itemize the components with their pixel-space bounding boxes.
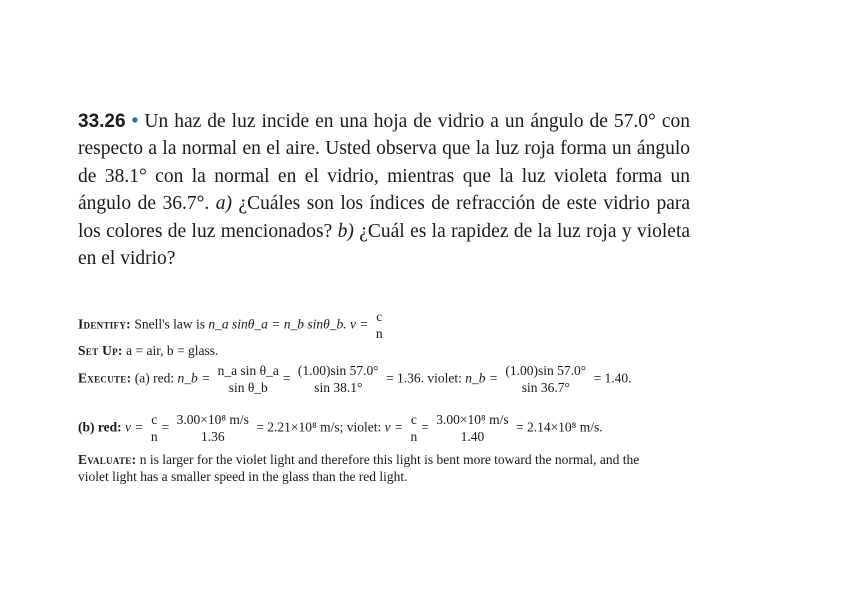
exec-fraction-3-den: sin 36.7° (521, 380, 570, 395)
setup-line (78, 343, 218, 359)
part-b-marker: b) (337, 220, 354, 242)
exec-fraction-2-num: (1.00)sin 57.0° (297, 363, 379, 378)
exec-fraction-3-num: (1.00)sin 57.0° (505, 363, 587, 378)
b-fraction-3-num: 3.00×10⁸ m/s (436, 412, 509, 427)
b-fraction-3 (434, 412, 510, 445)
b-fraction-1-den: n (150, 429, 158, 444)
exec-fraction-3 (503, 363, 588, 396)
b-fraction-2-num: 3.00×10⁸ m/s (176, 412, 249, 427)
problem-text: Un haz de luz incide en una hoja de vidrio a un ángulo de 57.0° con respecto a la normal en el aire. Usted observa que la luz roja forma un ángulo de 38.1° con la normal en el vidrio, mientras que la luz violeta forma un ángulo de 36.7°. (78, 111, 690, 215)
b-fraction-1b (409, 412, 420, 445)
problem-number: 33.26 (78, 111, 126, 132)
exec-red-result: = 1.36. (386, 370, 425, 386)
bullet-icon: • (131, 111, 139, 132)
snell-formula: n_a sinθ_a = n_b sinθ_b. (208, 316, 347, 332)
exec-violet-label: violet: (427, 370, 462, 386)
part-a-marker: a) (215, 193, 233, 215)
exec-fraction-2-den: sin 38.1° (314, 380, 363, 395)
part-b-line: (b) red: v = c n = 3.00×10⁸ m/s 1.36 = 2.21×10⁸ m/s; violet: v = c n = 3.00×10⁸ m/s 1.40 = 2.14×10⁸ m/s. (78, 412, 603, 444)
identify-line (78, 309, 387, 342)
b-fraction-2-den: 1.36 (200, 429, 225, 444)
exec-nb: n_b = (177, 370, 211, 386)
b-fraction-2 (175, 412, 251, 445)
exec-fraction-2 (296, 363, 381, 396)
b-v-violet: v = (384, 419, 404, 435)
v-fraction-den: n (375, 326, 383, 341)
exec-red-label: (a) red: (134, 370, 175, 386)
problem-statement (78, 108, 690, 272)
exec-fraction-1-den: sin θ_b (228, 380, 268, 395)
identify-text: Snell's law is (134, 316, 206, 332)
execute-label: Execute: (78, 370, 132, 386)
part-b-text: ¿Cuál es la rapidez de la luz roja y violeta en el vidrio? (78, 220, 691, 270)
b-violet-label: violet: (346, 419, 382, 435)
identify-label: Identify: (78, 316, 131, 332)
b-red-result: = 2.21×10⁸ m/s; (256, 419, 344, 435)
v-formula-lhs: v = (350, 316, 369, 332)
exec-violet-result: = 1.40. (593, 370, 632, 386)
evaluate-line-2 (78, 469, 408, 485)
evaluate-text-2: violet light has a smaller speed in the glass than the red light. (78, 469, 408, 484)
b-red-label: (b) red: (78, 419, 122, 435)
evaluate-text-1: n is larger for the violet light and therefore this light is bent more toward the normal, and the (139, 452, 640, 467)
v-fraction (374, 309, 385, 342)
execute-line: Execute: (a) red: n_b = n_a sin θ_a sin θ_b = (1.00)sin 57.0° sin 38.1° = 1.36. violet: n_b = (1.00)sin 57.0° sin 36.7° = 1.40. (78, 363, 632, 395)
b-fraction-1b-num: c (410, 412, 417, 427)
b-v: v = (125, 419, 144, 435)
b-fraction-3-den: 1.40 (460, 429, 485, 444)
exec-fraction-1 (216, 363, 281, 396)
evaluate-label: Evaluate: (78, 452, 137, 467)
setup-label: Set Up: (78, 343, 123, 358)
v-fraction-num: c (376, 309, 383, 324)
b-fraction-1b-den: n (410, 429, 418, 444)
b-fraction-1-num: c (151, 412, 158, 427)
part-a-text: ¿Cuáles son los índices de refracción de este vidrio para los colores de luz mencionados? (78, 193, 691, 242)
setup-text: a = air, b = glass. (126, 343, 219, 358)
evaluate-line-1 (78, 452, 639, 468)
exec-nb-violet: n_b = (465, 370, 499, 386)
b-fraction-1 (149, 412, 160, 445)
b-violet-result: = 2.14×10⁸ m/s. (515, 419, 603, 435)
exec-fraction-1-num: n_a sin θ_a (217, 363, 279, 378)
